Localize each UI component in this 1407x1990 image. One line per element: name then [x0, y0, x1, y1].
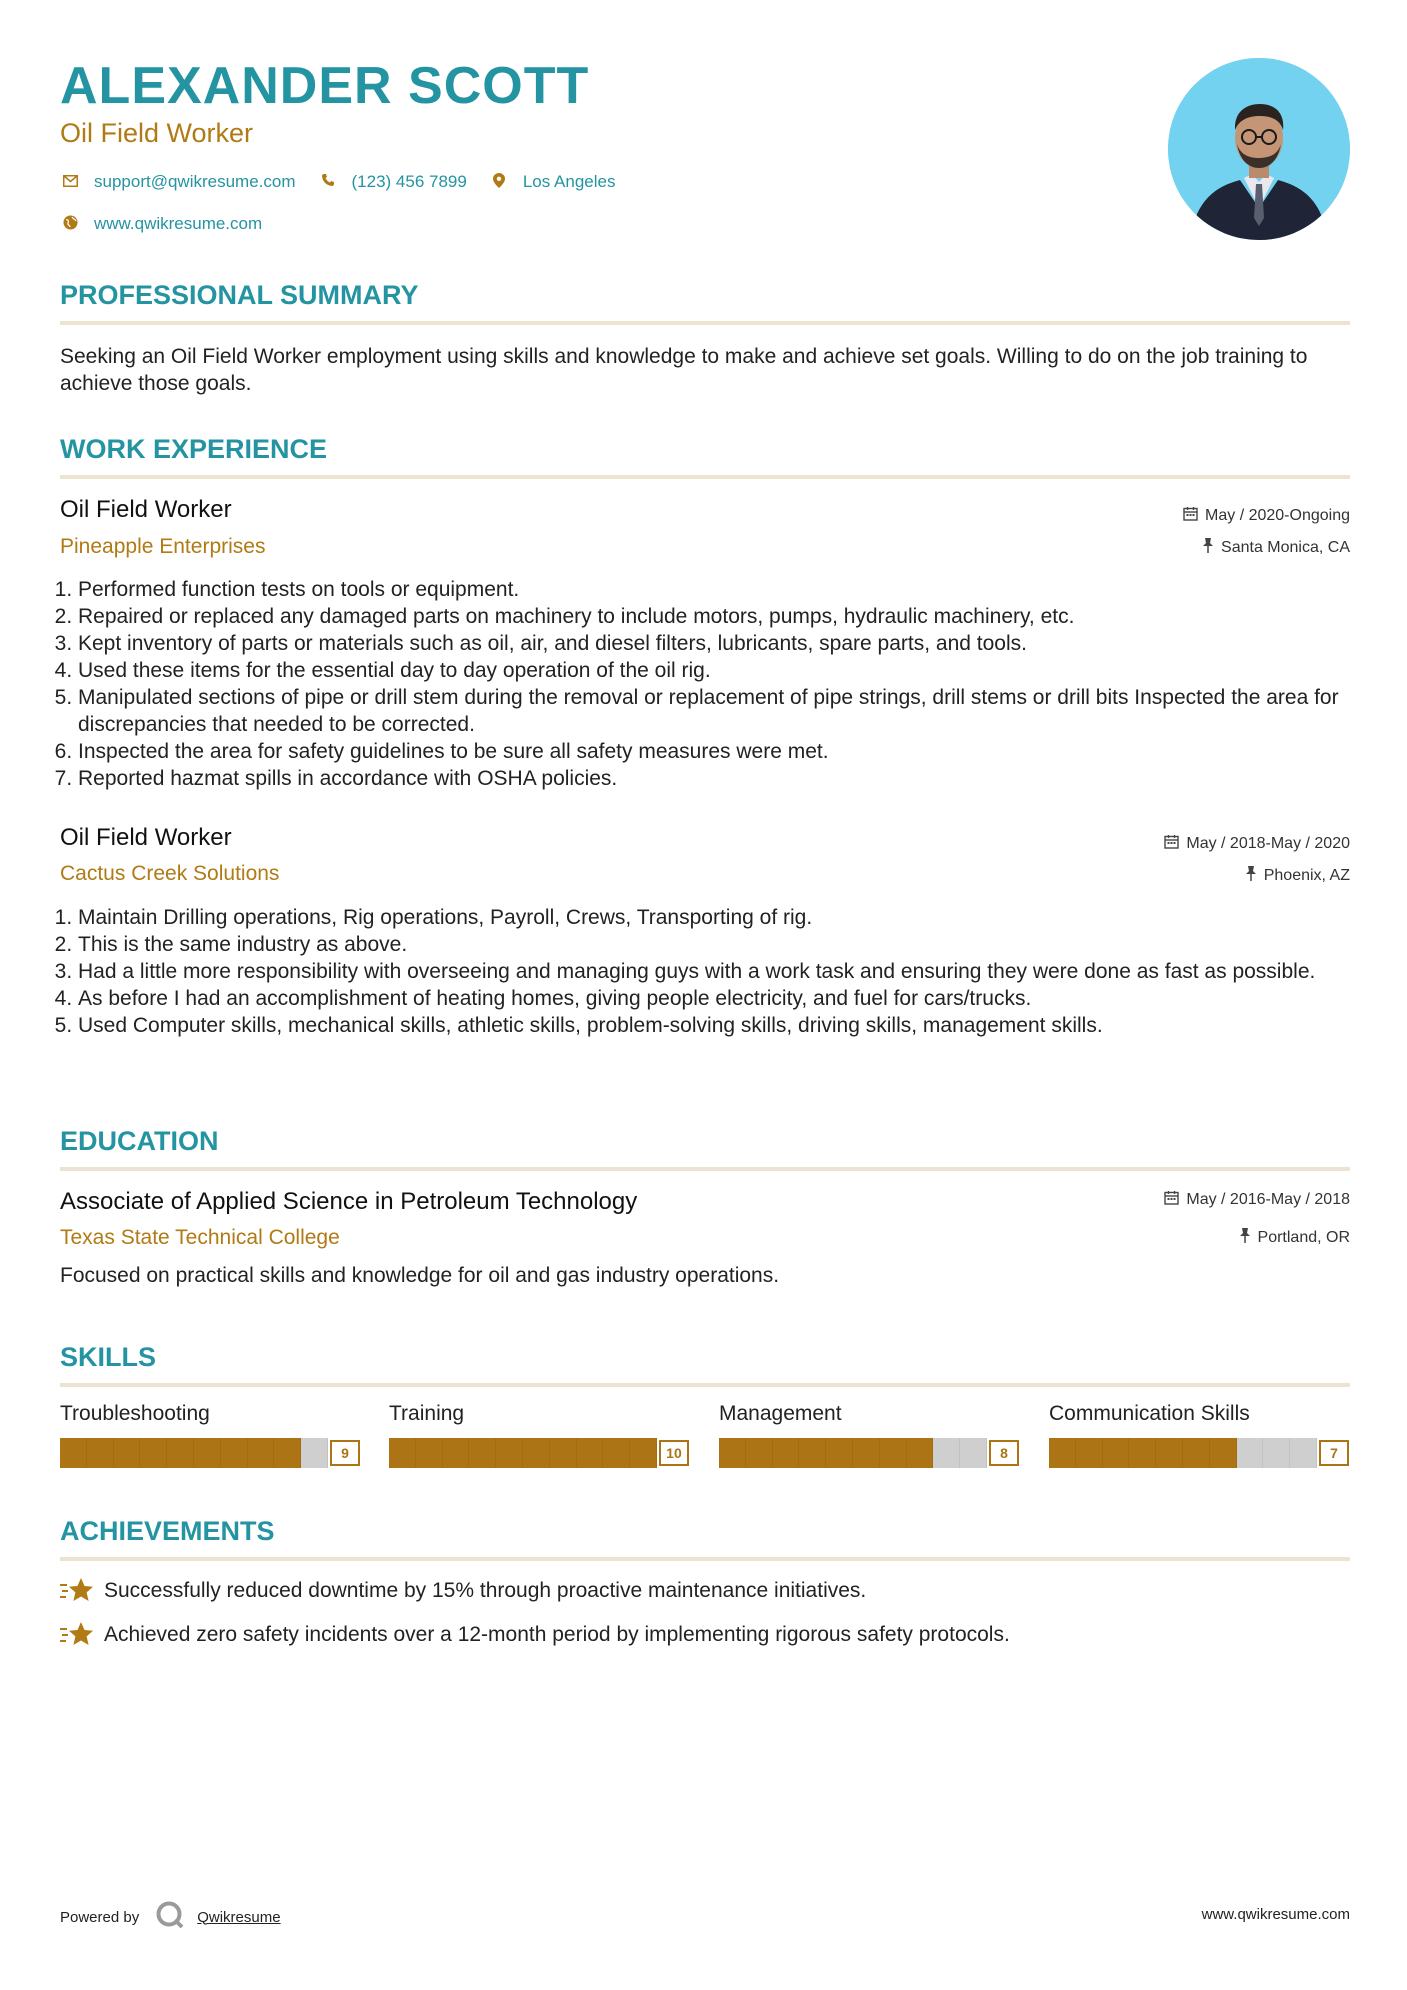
- skill-bar-segment: [443, 1438, 470, 1468]
- skill-bar-segment: [550, 1438, 577, 1468]
- globe-icon: [60, 215, 80, 234]
- skill-bar-segment: [1103, 1438, 1130, 1468]
- skill-bar-segment: [719, 1438, 746, 1468]
- skill-bar-segment: [87, 1438, 114, 1468]
- skill-bar-segment: [523, 1438, 550, 1468]
- job-role: Oil Field Worker: [60, 824, 232, 851]
- skill-score: 7: [1319, 1440, 1349, 1466]
- job-company: Cactus Creek Solutions: [60, 862, 280, 885]
- envelope-icon: [60, 174, 80, 191]
- skill-item: [719, 1402, 1019, 1468]
- skill-bar-segment: [1290, 1438, 1317, 1468]
- list-item: 1. Maintain Drilling operations, Rig operations, Payroll, Crews, Transporting of rig.: [78, 904, 1350, 931]
- location-text: Los Angeles: [522, 172, 616, 191]
- pushpin-icon: [1239, 1228, 1251, 1247]
- candidate-title: Oil Field Worker: [60, 118, 254, 148]
- achievement-text: Successfully reduced downtime by 15% through proactive maintenance initiatives.: [104, 1579, 867, 1602]
- achievements-heading: ACHIEVEMENTS: [60, 1516, 1350, 1561]
- list-item: 2. Repaired or replaced any damaged parts on machinery to include motors, pumps, hydraulic machinery, etc.: [78, 603, 1350, 630]
- job-location: [1245, 866, 1350, 885]
- skill-bar-segment: [301, 1438, 328, 1468]
- pushpin-icon: [1202, 538, 1214, 557]
- skill-bar-segment: [221, 1438, 248, 1468]
- profile-photo: [1168, 58, 1350, 240]
- skill-bar-segment: [469, 1438, 496, 1468]
- job-duties-list: [60, 904, 1350, 1039]
- skill-bar-segment: [248, 1438, 275, 1468]
- list-item: 1. Performed function tests on tools or equipment.: [78, 576, 1350, 603]
- skill-item: [389, 1402, 689, 1468]
- pushpin-icon: [1245, 866, 1257, 885]
- skill-bar-segment: [140, 1438, 167, 1468]
- skill-bar-segment: [114, 1438, 141, 1468]
- achievement-text: Achieved zero safety incidents over a 12-month period by implementing rigorous safety protocols.: [104, 1623, 1010, 1646]
- achievement-item: [60, 1576, 866, 1606]
- education-description: Focused on practical skills and knowledge for oil and gas industry operations.: [60, 1264, 780, 1287]
- map-pin-icon: [489, 173, 509, 192]
- skill-bar-segment: [799, 1438, 826, 1468]
- skill-score: 9: [330, 1440, 360, 1466]
- skill-bar-segment: [1076, 1438, 1103, 1468]
- skill-bar-segment: [1049, 1438, 1076, 1468]
- qwikresume-logo-icon: [155, 1900, 185, 1934]
- skill-item: [60, 1402, 360, 1468]
- education-heading: EDUCATION: [60, 1126, 1350, 1171]
- education-location: [1239, 1228, 1350, 1247]
- skill-score: 10: [659, 1440, 689, 1466]
- phone-icon: [318, 173, 338, 191]
- skill-bar-segment: [1129, 1438, 1156, 1468]
- skill-bar: [1049, 1438, 1349, 1468]
- calendar-icon: [1183, 506, 1198, 525]
- summary-heading: PROFESSIONAL SUMMARY: [60, 280, 1350, 325]
- skill-bar-segment: [853, 1438, 880, 1468]
- skills-heading: SKILLS: [60, 1342, 1350, 1387]
- list-item: 5. Manipulated sections of pipe or drill stem during the removal or replacement of pipe strings, drill stems or drill bits Inspected the area for discrepancies that needed to be corrected.: [78, 684, 1350, 738]
- qwikresume-brand-link[interactable]: Qwikresume: [197, 1908, 281, 1926]
- list-item: 3. Had a little more responsibility with overseeing and managing guys with a work task and ensuring they were done as fast as possible.: [78, 958, 1350, 985]
- education-dates-text: May / 2016-May / 2018: [1186, 1190, 1350, 1208]
- skill-bar-segment: [746, 1438, 773, 1468]
- list-item: 6. Inspected the area for safety guidelines to be sure all safety measures were met.: [78, 738, 1350, 765]
- job-dates-text: May / 2018-May / 2020: [1186, 834, 1350, 852]
- skill-bar-segment: [1237, 1438, 1264, 1468]
- list-item: 2. This is the same industry as above.: [78, 931, 1350, 958]
- phone-number[interactable]: (123) 456 7899: [351, 172, 467, 191]
- skill-bar-segment: [773, 1438, 800, 1468]
- skill-bar-segment: [880, 1438, 907, 1468]
- skill-score: 8: [989, 1440, 1019, 1466]
- skill-bar-segment: [167, 1438, 194, 1468]
- skill-bar-segment: [603, 1438, 630, 1468]
- skill-bar-segment: [1183, 1438, 1210, 1468]
- email-link[interactable]: support@qwikresume.com: [94, 172, 296, 191]
- skill-name: Management: [719, 1402, 842, 1425]
- skill-bar-segment: [826, 1438, 853, 1468]
- footer-powered: [60, 1900, 281, 1934]
- candidate-name: ALEXANDER SCOTT: [60, 57, 590, 115]
- powered-by-label: Powered by: [60, 1908, 140, 1926]
- experience-heading: WORK EXPERIENCE: [60, 434, 1350, 479]
- skill-bar-segment: [60, 1438, 87, 1468]
- degree-title: Associate of Applied Science in Petroleum Technology: [60, 1188, 638, 1215]
- calendar-icon: [1164, 1190, 1179, 1209]
- skill-bar: [60, 1438, 360, 1468]
- skill-bar-segment: [1156, 1438, 1183, 1468]
- job-location-text: Santa Monica, CA: [1221, 538, 1350, 556]
- skill-name: Training: [389, 1402, 465, 1425]
- star-icon: [60, 1620, 94, 1650]
- skill-bar-segment: [933, 1438, 960, 1468]
- skill-bar: [389, 1438, 689, 1468]
- list-item: 4. Used these items for the essential day to day operation of the oil rig.: [78, 657, 1350, 684]
- skill-bar-segment: [496, 1438, 523, 1468]
- education-dates: [1164, 1190, 1350, 1209]
- job-role: Oil Field Worker: [60, 496, 232, 523]
- calendar-icon: [1164, 834, 1179, 853]
- job-duties-list: [60, 576, 1350, 792]
- skill-bar-segment: [630, 1438, 657, 1468]
- list-item: 5. Used Computer skills, mechanical skills, athletic skills, problem-solving skills, driving skills, management skills.: [78, 1012, 1350, 1039]
- footer-url[interactable]: www.qwikresume.com: [1201, 1906, 1350, 1923]
- website-row: [60, 214, 262, 234]
- skill-bar-segment: [194, 1438, 221, 1468]
- skill-bar-segment: [577, 1438, 604, 1468]
- skill-bar-segment: [1263, 1438, 1290, 1468]
- job-location: [1202, 538, 1350, 557]
- skill-bar-segment: [416, 1438, 443, 1468]
- school-name: Texas State Technical College: [60, 1226, 340, 1249]
- list-item: 7. Reported hazmat spills in accordance with OSHA policies.: [78, 765, 1350, 792]
- job-dates: [1183, 506, 1350, 525]
- list-item: 3. Kept inventory of parts or materials such as oil, air, and diesel filters, lubricants, spare parts, and tools.: [78, 630, 1350, 657]
- skill-bar-segment: [1210, 1438, 1237, 1468]
- contact-row: [60, 172, 615, 192]
- website-link[interactable]: www.qwikresume.com: [94, 214, 263, 233]
- skill-name: Communication Skills: [1049, 1402, 1250, 1425]
- list-item: 4. As before I had an accomplishment of heating homes, giving people electricity, and fuel for cars/trucks.: [78, 985, 1350, 1012]
- skill-bar-segment: [960, 1438, 987, 1468]
- education-location-text: Portland, OR: [1257, 1228, 1350, 1246]
- skill-bar-segment: [907, 1438, 934, 1468]
- star-icon: [60, 1576, 94, 1606]
- skill-name: Troubleshooting: [60, 1402, 210, 1425]
- skill-bar-segment: [274, 1438, 301, 1468]
- job-location-text: Phoenix, AZ: [1263, 866, 1350, 884]
- job-company: Pineapple Enterprises: [60, 535, 266, 558]
- summary-text: Seeking an Oil Field Worker employment using skills and knowledge to make and achieve set goals. Willing to do on the job training to achieve those goals.: [60, 345, 1308, 396]
- achievement-item: [60, 1620, 1010, 1650]
- job-dates: [1164, 834, 1350, 853]
- job-dates-text: May / 2020-Ongoing: [1205, 506, 1350, 524]
- skill-bar: [719, 1438, 1019, 1468]
- skill-item: [1049, 1402, 1349, 1468]
- skill-bar-segment: [389, 1438, 416, 1468]
